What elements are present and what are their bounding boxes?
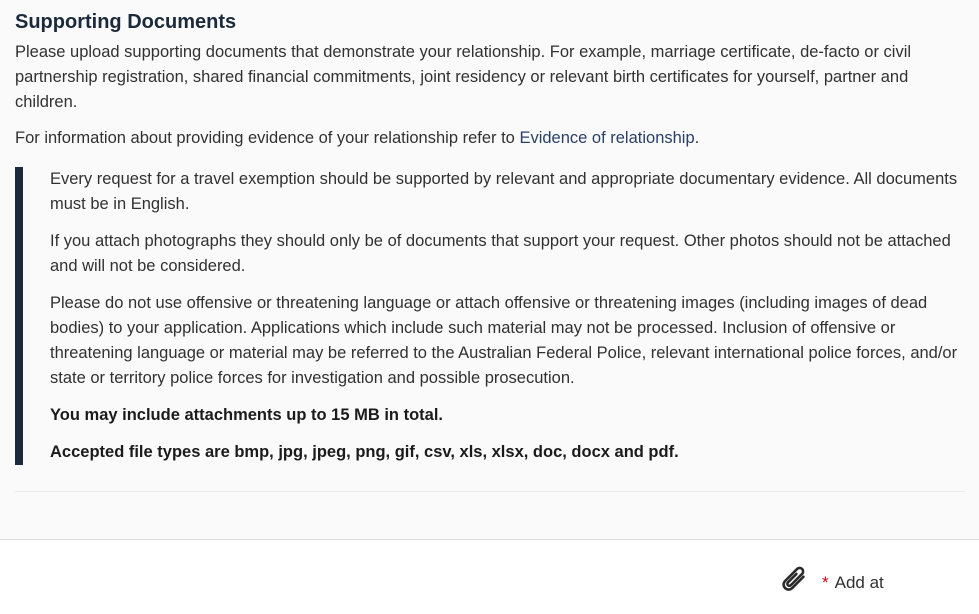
callout-paragraph-evidence: Every request for a travel exemption should be supported by relevant and appropriate documentary evidence. All documents must be in English. [50, 170, 958, 213]
callout-paragraph-photographs: If you attach photographs they should only be of documents that support your request. Other photos should not be attached and will not be considered. [50, 232, 951, 275]
add-attachment-button[interactable] [778, 565, 884, 601]
size-limit-text: You may include attachments up to 15 MB in total. [50, 406, 443, 424]
file-types-text: Accepted file types are bmp, jpg, jpeg, png, gif, csv, xls, xlsx, doc, docx and pdf. [50, 443, 679, 461]
section-divider [15, 491, 965, 492]
callout-paragraph-offensive-content: Please do not use offensive or threatening language or attach offensive or threatening images (including images of dead bodies) to your application. Applications which include such material may not be processed. Inclusion of offensive or threatening language or material may be referred to the Australian Federal Police, relevant international police forces, and/or state or territory police forces for investigation and possible prosecution. [50, 294, 958, 387]
evidence-of-relationship-link[interactable]: Evidence of relationship [519, 129, 695, 147]
intro-text: Please upload supporting documents that demonstrate your relationship. For example, marriage certificate, de-facto or civil partnership registration, shared financial commitments, joint residency or relevant birth certificates for yourself, partner and children. [15, 43, 912, 111]
info-text [15, 126, 965, 151]
section-title: Supporting Documents [15, 11, 237, 33]
required-marker: * [822, 573, 829, 592]
add-attachment-label: Add at [834, 573, 884, 592]
guidance-callout [15, 167, 965, 465]
paperclip-icon [778, 564, 812, 603]
info-suffix: . [694, 129, 700, 147]
supporting-documents-section [15, 8, 965, 465]
info-prefix: For information about providing evidence of your relationship refer to [15, 129, 520, 147]
